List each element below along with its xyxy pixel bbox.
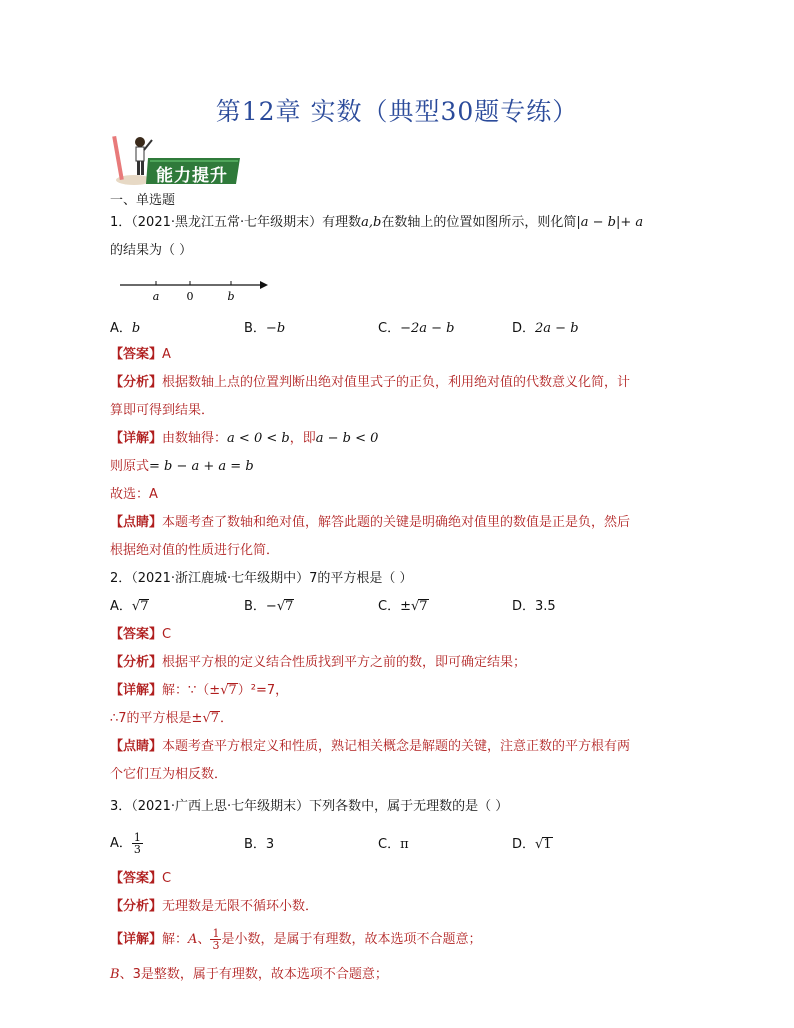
option-letter: D． xyxy=(512,837,536,852)
option-letter: B． xyxy=(244,321,266,336)
q1-option-c xyxy=(378,320,454,338)
answer-tag: 【答案】 xyxy=(110,627,163,642)
q3-detail xyxy=(110,928,481,951)
option-prefix: ± xyxy=(400,599,411,614)
q1-stem-text-2: 在数轴上的位置如图所示，则化简 xyxy=(381,215,577,230)
detail-math: = b − a + a = b xyxy=(149,459,254,474)
number-line xyxy=(118,276,274,306)
detail-tag: 【详解】 xyxy=(110,932,163,947)
page-title: 第12章 实数（典型30题专练） xyxy=(215,97,579,126)
q3-detail-2 xyxy=(110,966,388,984)
q3-option-c xyxy=(378,836,409,854)
detail-text: 解： xyxy=(162,932,189,947)
q3-option-d: D．√1 xyxy=(512,837,552,852)
analysis-text: 根据数轴上点的位置判断出绝对值里式子的正负，利用绝对值的代数意义化简，计 xyxy=(162,375,631,390)
option-value: 3 xyxy=(265,837,275,852)
q2-detail-2: ∴7的平方根是±√7． xyxy=(110,711,234,726)
fraction-denominator: 3 xyxy=(133,843,141,856)
q1-option-b xyxy=(244,320,285,338)
fraction-numerator: 1 xyxy=(133,831,141,844)
comment-tag: 【点睛】 xyxy=(110,515,163,530)
q1-comment xyxy=(110,514,630,532)
badge-label: 能力提升 xyxy=(156,166,228,186)
option-value: −b xyxy=(265,321,286,336)
ability-badge xyxy=(112,128,242,188)
q1-detail-2 xyxy=(110,458,254,476)
q1-option-d xyxy=(512,320,579,338)
option-value: b xyxy=(131,321,141,336)
q2-detail: 【详解】解：∵（±√7）²=7， xyxy=(110,683,289,698)
fraction-numerator: 1 xyxy=(212,927,220,940)
option-letter: B． xyxy=(244,599,266,614)
q3-answer xyxy=(110,870,171,888)
detail-text: 、3是整数，属于有理数，故本选项不合题意； xyxy=(119,967,388,982)
detail-text: ∴7的平方根是± xyxy=(110,711,203,726)
answer-value: C xyxy=(162,627,172,642)
option-value: π xyxy=(400,837,409,852)
option-letter: D． xyxy=(512,599,536,614)
analysis-text: 无理数是无限不循环小数． xyxy=(162,899,319,914)
axis-label-zero: 0 xyxy=(186,290,194,303)
q1-analysis xyxy=(110,374,630,392)
detail-tag: 【详解】 xyxy=(110,683,163,698)
q1-stem xyxy=(110,214,643,232)
option-root: 1 xyxy=(543,837,552,852)
detail-text: 解：∵（± xyxy=(162,683,221,698)
comment-text: 本题考查平方根定义和性质，熟记相关概念是解题的关键，注意正数的平方根有两 xyxy=(162,739,631,754)
detail-math: a < 0 < b xyxy=(227,431,290,446)
option-letter: A． xyxy=(110,599,132,614)
option-letter: C． xyxy=(378,321,401,336)
q2-option-a: A．√7 xyxy=(110,599,149,614)
detail-text-2: ，即 xyxy=(289,431,316,446)
analysis-tag: 【分析】 xyxy=(110,899,163,914)
option-root: 7 xyxy=(419,599,428,614)
q2-comment-cont: 个它们互为相反数． xyxy=(110,767,228,782)
detail-tag: 【详解】 xyxy=(110,431,163,446)
option-letter: A． xyxy=(110,836,132,851)
q1-detail-3: 故选：A xyxy=(110,487,158,502)
q2-comment xyxy=(110,738,630,756)
q1-comment-cont: 根据绝对值的性质进行化简． xyxy=(110,543,280,558)
answer-value: C xyxy=(162,871,172,886)
detail-text: 则原式 xyxy=(110,459,150,474)
detail-root: 7 xyxy=(210,711,220,726)
option-prefix: − xyxy=(265,599,277,614)
q3-stem: 3．（2021·广西上思·七年级期末）下列各数中，属于无理数的是（ ） xyxy=(110,799,509,814)
q2-option-d xyxy=(512,598,556,616)
option-letter: A． xyxy=(110,321,132,336)
detail-root: 7 xyxy=(228,683,237,698)
answer-tag: 【答案】 xyxy=(110,347,163,362)
answer-tag: 【答案】 xyxy=(110,871,163,886)
section-heading: 一、单选题 xyxy=(110,193,176,208)
q1-answer xyxy=(110,346,171,364)
q1-stem-end: 的结果为（ ） xyxy=(110,243,193,258)
q2-stem: 2．（2021·浙江鹿城·七年级期中）7的平方根是（ ） xyxy=(110,571,413,586)
detail-text-2: ． xyxy=(220,711,234,726)
detail-letter: A xyxy=(188,932,198,947)
detail-text-2: ）²=7， xyxy=(237,683,289,698)
fraction-denominator: 3 xyxy=(212,939,220,952)
q2-answer xyxy=(110,626,171,644)
q3-option-a xyxy=(110,832,143,855)
option-letter: C． xyxy=(378,599,401,614)
q2-option-c: C．±√7 xyxy=(378,599,428,614)
q1-stem-vars: a,b xyxy=(361,215,382,230)
option-value: 3.5 xyxy=(535,599,556,614)
detail-sep: 、 xyxy=(197,932,211,947)
q3-analysis xyxy=(110,898,318,916)
q1-stem-expr: |a − b|+ a xyxy=(576,215,644,230)
q1-option-a xyxy=(110,320,140,338)
q3-option-b xyxy=(244,836,274,854)
axis-label-b: b xyxy=(227,290,235,303)
detail-text: 由数轴得： xyxy=(162,431,228,446)
q2-analysis xyxy=(110,654,526,672)
comment-text: 本题考查了数轴和绝对值，解答此题的关键是明确绝对值里的数值是正是负，然后 xyxy=(162,515,631,530)
option-letter: B． xyxy=(244,837,266,852)
q2-option-b: B．−√7 xyxy=(244,599,294,614)
option-root: 7 xyxy=(285,599,294,614)
option-fraction xyxy=(132,832,143,855)
option-value: 2a − b xyxy=(535,321,579,336)
option-root: 7 xyxy=(140,599,149,614)
answer-value: A xyxy=(162,347,171,362)
option-value: −2a − b xyxy=(400,321,455,336)
q1-stem-text: 1．（2021·黑龙江五常·七年级期末）有理数 xyxy=(110,215,362,230)
analysis-tag: 【分析】 xyxy=(110,655,163,670)
option-letter: D． xyxy=(512,321,536,336)
q1-detail xyxy=(110,430,378,448)
analysis-text: 根据平方根的定义结合性质找到平方之前的数，即可确定结果； xyxy=(162,655,527,670)
comment-tag: 【点睛】 xyxy=(110,739,163,754)
axis-label-a: a xyxy=(152,290,160,303)
analysis-tag: 【分析】 xyxy=(110,375,163,390)
detail-text-2: 是小数，是属于有理数，故本选项不合题意； xyxy=(221,932,482,947)
detail-fraction xyxy=(210,928,221,951)
detail-letter: B xyxy=(110,967,120,982)
option-letter: C． xyxy=(378,837,401,852)
q1-analysis-cont: 算即可得到结果． xyxy=(110,403,215,418)
detail-math-2: a − b < 0 xyxy=(315,431,379,446)
